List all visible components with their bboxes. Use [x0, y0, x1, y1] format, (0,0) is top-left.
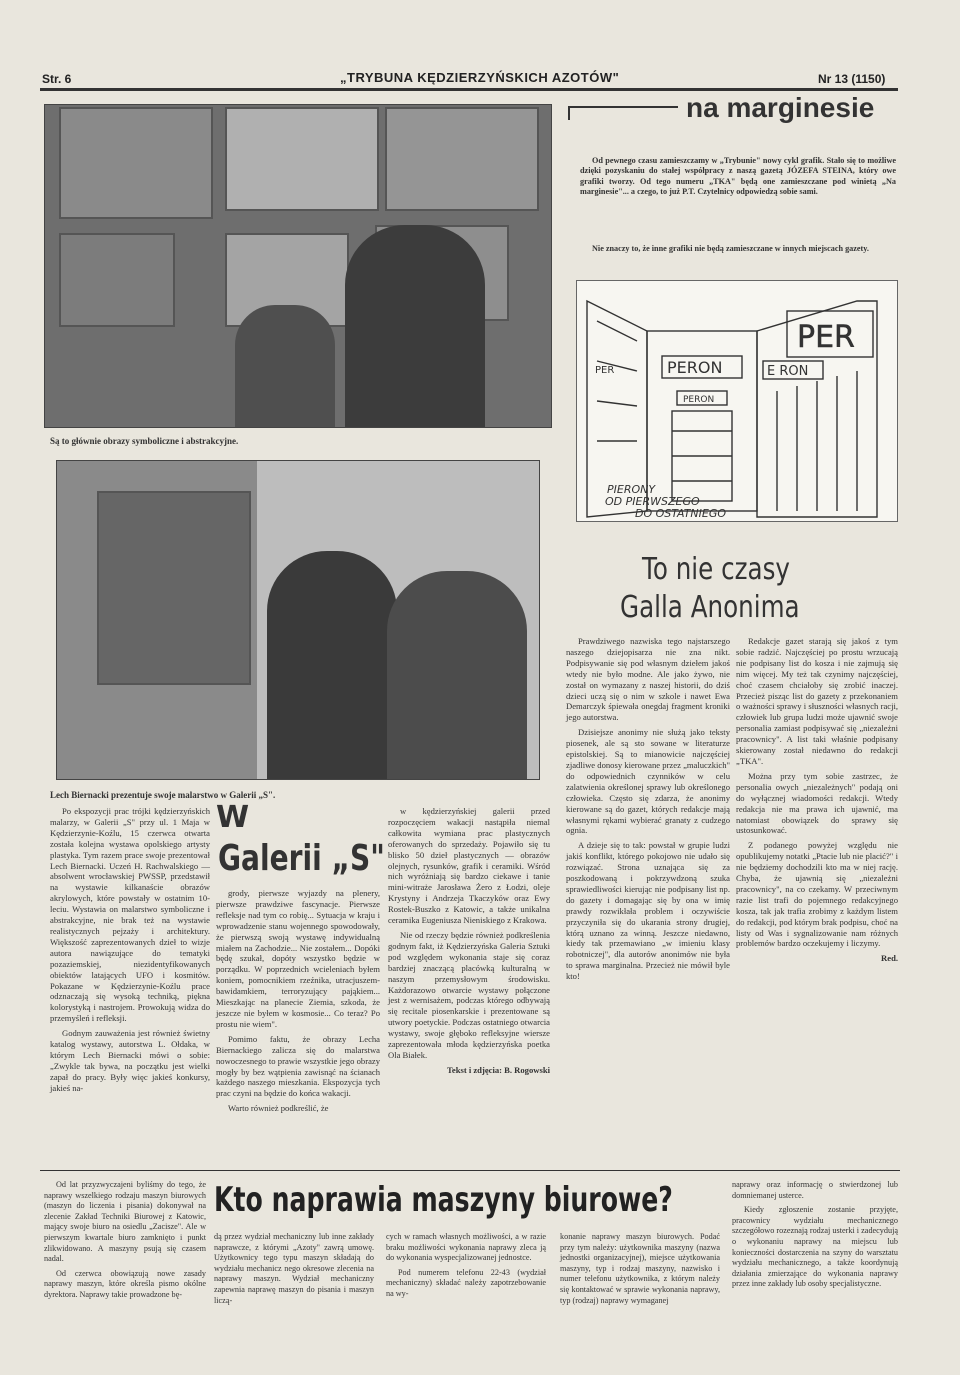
gall-headline-line2: Galla Anonima — [620, 590, 800, 625]
bottom-headline: Kto naprawia maszyny biurowe? — [214, 1180, 673, 1220]
gall-column-1 — [566, 636, 730, 986]
galeria-column-1 — [50, 806, 210, 1098]
gall-headline-line1: To nie czasy — [642, 552, 790, 587]
photo-exhibition — [56, 460, 540, 780]
gall-paragraph: Można przy tym sobie zastrzec, że personalia owych „niezależnych" podają oni do wyłącznej wiadomości redakcji. Wtedy redakcja nie ma prawa ich ujawnić, ma natomiast obowiązek do sprawy się ustosunkować. — [736, 770, 898, 836]
gall-column-2 — [736, 636, 898, 964]
person-adult — [345, 225, 485, 427]
cartoon-illustration — [576, 280, 898, 522]
galeria-paragraph: Po ekspozycji prac trójki kędzierzyńskich malarzy, w Galerii „S" przy ul. 1 Maja w Kędzierzynie-Koźlu, 15 czerwca otwarta została kolejna wystawa opolskiego artysty plastyka. Tym razem prace swoje prezentował Lech Biernacki. Uczeń H. Rachwalskiego — absolwent wrocławskiej PWSSP, przedstawił na wystawie kilkanaście obrazów akrylowych, które powstały w ostatnim 10-leciu. Wystawia on malarstwo symboliczne i abstrakcyjne, nie brak też na wystawie realistycznych pejzaży i architektury. Większość zaprezentowanych dzieł to wizje autora nawiązujące do tematyki pozaziemskiej, niezidentyfikowanych obiektów latających UFO i kosmitów. Pokazane w Kędzierzynie-Koźlu prace odznaczają się wysoką techniką, piękna kolorystyką i nastrojem. Prowokują widza do przemyśleń i refleksji. — [50, 806, 210, 1024]
gall-paragraph: Dzisiejsze anonimy nie służą jako teksty piosenek, ale są sto sowane w literaturze epistolskiej. Są to mianowicie najczęściej zjadliwe donosy kierowane przez „maluczkich" do odpowiednich czynników w celu zalatwienia określonej sprawy lub określonego człowieka. Często się zdarza, że anonimy kierowane są do gazet, których redakcje mają własnymi rękami wybierać granaty z cudzego ognia. — [566, 727, 730, 836]
gall-paragraph: A dzieje się to tak: powstał w grupie ludzi jakiś konflikt, którego pokojowo nie udało się rozwiązać. Strona uznająca się za poszkodowaną i pokrzywdzoną szuka sprawiedliwości kierując nie podpisany list np. do gazety i domagając się by ona w imię prawdy rozwikłała problem i oczywiście przyczyniła się do ukarania strony drugiej, którą uznano za winną. Jeszcze niedawno, kiedy tak przemawiano „w imieniu klasy robotniczej", dla autorów anonimów nie była to sprawa marginalna. Przecież nie mówił byle kto! — [566, 840, 730, 982]
bottom-column-1 — [214, 1232, 374, 1310]
painting — [59, 233, 175, 327]
photo1-caption: Są to głównie obrazy symboliczne i abstrakcyjne. — [50, 436, 239, 446]
cartoon-caption-line2: OD PIERWSZEGO — [605, 495, 700, 508]
galeria-paragraph: grody, pierwsze wyjazdy na plenery, pierwsze prawdziwe fascynacje. Pierwsze refleksje nad tym co robię... Sytuacja w kraju i wprowadzenie stanu wojennego spowodowały, że pierwszą swoją wystawę indywidualną miałem na Zachodzie... Nie zostałem... Dopóki będę szukał, dopóty wszystko będzie w porządku. W poprzednich wcieleniach byłem koniem, pomocnikiem rzeźnika, utracjuszem-bawidamkiem, terroryzujący pająkiem... Mieszkając na planecie Ziemia, szkoda, że jeszcze nie byłem w kosmosie... Co teraz? Po prostu nie wiem". — [216, 888, 380, 1029]
bottom-paragraph: Kiedy zgłoszenie zostanie przyjęte, pracownicy wydziału mechanicznego szczegółowo rozeznają rodzaj usterki i zadecydują o wykonaniu naprawy na miejscu lub konieczności dostarczenia na szyny do warsztatu wydziału mechanicznego, a także koordynują działania zmierzające do wykonania naprawy przez inne zakłady lub osoby specjalistyczne. — [732, 1205, 898, 1289]
gall-paragraph: Z podanego powyżej względu nie opublikujemy notatki „Ptacie lub nie placić?" i nie będziemy dochodzili kto ma w niej rację. Chyba, że ujawnią się „niezależni pracownicy", na co czekamy. W przeciwnym razie list trafi do pojemnego redakcyjnego kosza, tak jak trafia zrobimy z każdym listem do redakcji, pod którym brak podpisu, choć na listy od Was i sygnalizowanie nam różnych problemów bardzo oczekujemy i liczymy. — [736, 840, 898, 949]
galeria-paragraph: Godnym zauważenia jest również świetny katalog wystawy, autorstwa L. Ołdaka, w którym Lech Biernacki mówi o sobie: „Zwykle tak bywa, na początku jest wielki zapał do pracy. Były więc jakieś konkursy, jakieś na- — [50, 1028, 210, 1093]
painting — [97, 491, 251, 685]
visitor-left — [267, 551, 397, 779]
bottom-paragraph: dą przez wydział mechaniczny lub inne zakłady naprawcze, z którymi „Azoty" zawrą umowę. Użytkownicy tego typu maszyn składają do wydziału mechanicz nego okresowe zlecenia na naprawy maszyn. Wydział mechaniczny zapewnia naprawę maszyn do pisania i maszyn liczą- — [214, 1232, 374, 1305]
galeria-credit: Tekst i zdjęcia: B. Rogowski — [446, 1064, 550, 1075]
painting — [225, 107, 379, 211]
margin-rule-tick — [568, 106, 570, 120]
galeria-headline: Galerii „S" — [218, 838, 385, 879]
gall-paragraph: Prawdziwego nazwiska tego najstarszego naszego dziejopisarza nie zna nikt. Podpisywanie się pod własnym dziełem jakoś wtedy nie było modne. Ale jako żywo, nie został on wymazany z naszej historii, do dziś dzieci uczą się o nim w szkole i nawet Ewa Demarczyk śpiewała onegdaj fragment kroniki jego autorstwa. — [566, 636, 730, 723]
page-number: Str. 6 — [42, 72, 72, 86]
cartoon-sign-mid: PERON — [667, 358, 723, 377]
bottom-paragraph: naprawy oraz informację o stwierdzonej lub domniemanej usterce. — [732, 1180, 898, 1200]
bottom-paragraph: Od czerwca obowiązują nowe zasady naprawy maszyn, które określa pismo okólne dyrektora. Naprawy takie prowadzone bę- — [44, 1268, 206, 1299]
bottom-paragraph: Od lat przyzwyczajeni byliśmy do tego, że naprawy wszelkiego rodzaju maszyn biurowych (maszyn do liczenia i pisania) dokonywał na zlecenie Zakład Techniki Biurowej z Katowic, mający swoje biuro na osiedlu „Zacisze". Ale w pierwszym kwartale biuro zamknięto i punkt zlikwidowano. A maszyny psują się czasem nadal. — [44, 1180, 206, 1264]
margin-heading: na marginesie — [686, 92, 875, 123]
bottom-paragraph: cych w ramach własnych możliwości, a w razie braku możliwości wykonania naprawy zleca ją do wykonania wyspecjalizowanej jednostce. — [386, 1232, 546, 1263]
visitor-right — [387, 571, 527, 779]
galeria-headline-w: W — [216, 800, 250, 835]
painting — [59, 107, 213, 219]
galeria-paragraph: w kędzierzyńskiej galerii przed rozpoczęciem wakacji nastąpiła niemal całkowita wymiana prac plastycznych oferowanych do sprzedaży. Pojawiło się tu blisko 50 dzieł plastycznych — obrazów olejnych, rysunków, grafik i ceramiki. Wśród nich wyróżniają się bardzo ciekawe i tanie mini-witraże Jarosława Żero z Łodzi, oleje Krystyny i Andrzeja Tkaczyków oraz Ewy Rostek-Buszko z Katowic, a także unikalna ceramika Eugeniusza Nieniskiego z Krakowa. — [388, 806, 550, 926]
photo2-caption: Lech Biernacki prezentuje swoje malarstwo w Galerii „S". — [50, 790, 276, 800]
cartoon-side-sign: E RON — [767, 364, 809, 379]
galeria-paragraph: Warto również podkreślić, że — [228, 1103, 329, 1114]
margin-paragraph-2: Nie znaczy to, że inne grafiki nie będą zamieszczane w innych miejscach gazety. — [592, 244, 869, 253]
painting — [385, 107, 539, 211]
bottom-right-column — [732, 1180, 898, 1294]
bottom-column-3 — [560, 1232, 720, 1310]
photo-gallery-paintings — [44, 104, 552, 428]
margin-paragraph-1: Od pewnego czasu zamieszczamy w „Trybunie" nowy cykl grafik. Stało się to możliwe dzięki pozyskaniu do stałej współpracy z naszą gazetą JÓZEFA STEINA, który owe grafiki tworzy. Od tego numeru „TKA" będą one zamieszczane pod winietą „Na marginesie"... a czego, to już P.T. Czytelnicy odpowiedzą sobie sami. — [580, 156, 896, 197]
cartoon-caption-line3: DO OSTATNIEGO — [635, 507, 727, 520]
header-rule — [40, 88, 898, 91]
bottom-column-2 — [386, 1232, 546, 1304]
galeria-column-3 — [388, 806, 550, 1076]
bottom-paragraph: konanie naprawy maszyn biurowych. Podać przy tym należy: użytkownika maszyny (nazwa jednostki organizacyjnej), miejsce użytkowania maszyny, typ i rodzaj maszyny, nazwisko i numer telefonu użytkownika, z którym należy się kontaktować w sprawie wykonania naprawy, typ (rodzaj) naprawy wymaganej — [560, 1232, 720, 1305]
bottom-left-column — [44, 1180, 206, 1305]
galeria-column-2 — [216, 888, 380, 1118]
newspaper-title: „TRYBUNA KĘDZIERZYŃSKICH AZOTÓW" — [340, 70, 620, 85]
person-child — [235, 305, 335, 427]
cartoon-sign-big: PER — [797, 320, 855, 355]
bottom-rule — [40, 1170, 900, 1171]
gall-signature: Red. — [881, 953, 898, 964]
gall-paragraph: Redakcje gazet starają się jakoś z tym sobie radzić. Najczęściej po prostu wrzucają nie podpisany list do kosza i nie zajmują się nim więcej. My też tak czynimy najczęściej, choć czasem chciałoby się zrobić inaczej. Przecież pisząc list do gazety z przekonaniem o ważności sprawy i słuszności własnych racji, człowiek lub grupa ludzi może ujawnić swoje personalia zamiast podpisywać się „niezależni pracownicy". A list taki właśnie podpisany skierowany został niedawno do redakcji „TKA". — [736, 636, 898, 766]
cartoon-side-sign-left: PER — [595, 365, 615, 376]
bottom-paragraph: Pod numerem telefonu 22-43 (wydział mechaniczny) składać należy zapotrzebowanie na wy- — [386, 1267, 546, 1298]
issue-number: Nr 13 (1150) — [818, 72, 886, 86]
cartoon-caption-line1: PIERONY — [607, 483, 656, 496]
cartoon-sign-small: PERON — [683, 395, 715, 405]
station-drawing — [577, 281, 897, 521]
galeria-paragraph: Pomimo faktu, że obrazy Lecha Biernackiego zalicza się do malarstwa nowoczesnego to prawie wszystkie jego obrazy mogły by bez wątpienia zawisnąć na ścianach każdego naszego mieszkania. Ekspozycja tych prac czyni na będzie do końca wakacji. — [216, 1033, 380, 1099]
margin-rule — [568, 106, 678, 108]
galeria-paragraph: Nie od rzeczy będzie również podkreślenia godnym fakt, iż Kędzierzyńska Galeria Sztuki pod względem wykonania staje się coraz bardziej znaczącą placówką kulturalną w naszym przemysłowym środowisku. Każdorazowo otwarcie wystawy połączone jest z wernisażem, podczas którego odbywają się recitale piosenkarskie i prezentowane są utwory poetyckie. Podczas ostatniego otwarcia wystawy, swoje głęboko refleksyjne wiersze zaprezentowała młoda kędzierzyńska poetka Ola Białek. — [388, 929, 550, 1060]
